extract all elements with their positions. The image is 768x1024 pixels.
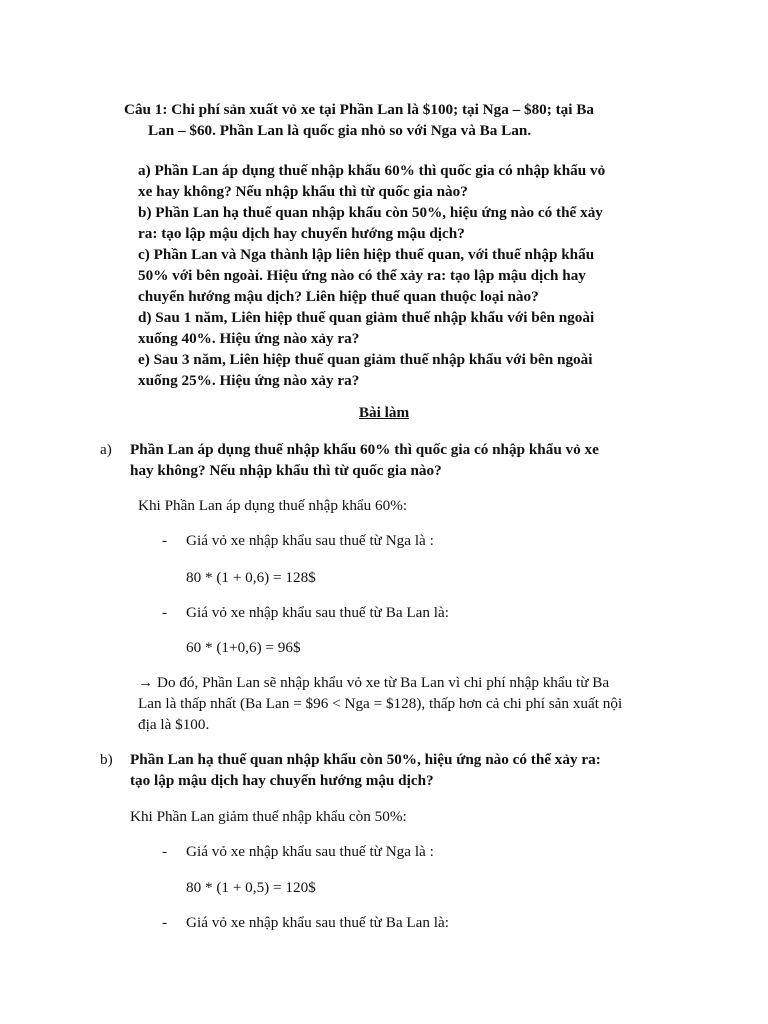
answer-a-calc-1: 80 * (1 + 0,6) = 128$: [186, 569, 316, 586]
subquestion-c-line-3: chuyển hướng mậu dịch? Liên hiệp thuế quan thuộc loại nào?: [138, 288, 539, 305]
answer-b-dash-2: -: [162, 914, 168, 931]
subquestion-d-line-2: xuống 40%. Hiệu ứng nào xảy ra?: [138, 330, 360, 347]
answer-a-intro: Khi Phần Lan áp dụng thuế nhập khẩu 60%:: [138, 497, 408, 514]
answer-b-intro: Khi Phần Lan giảm thuế nhập khẩu còn 50%:: [130, 808, 407, 825]
answer-a-item-2: Giá vỏ xe nhập khẩu sau thuế từ Ba Lan là:: [186, 604, 449, 621]
answer-b-calc-1: 80 * (1 + 0,5) = 120$: [186, 879, 316, 896]
answer-a-conclusion-line-2: Lan là thấp nhất (Ba Lan = $96 < Nga = $128), thấp hơn cả chi phí sản xuất nội: [138, 695, 623, 712]
subquestion-a-line-1: a) Phần Lan áp dụng thuế nhập khẩu 60% thì quốc gia có nhập khẩu vỏ: [138, 162, 606, 179]
answer-a-conclusion-line-3: địa là $100.: [138, 716, 210, 733]
answer-a-title-line-2: hay không? Nếu nhập khẩu thì từ quốc gia nào?: [130, 462, 442, 479]
question-line-2: Lan – $60. Phần Lan là quốc gia nhỏ so với Nga và Ba Lan.: [148, 122, 532, 139]
subquestion-d-line-1: d) Sau 1 năm, Liên hiệp thuế quan giảm thuế nhập khẩu với bên ngoài: [138, 309, 595, 326]
subquestion-c-line-1: c) Phần Lan và Nga thành lập liên hiệp thuế quan, với thuế nhập khẩu: [138, 246, 595, 263]
subquestion-list: [138, 160, 670, 391]
subquestion-e-line-1: e) Sau 3 năm, Liên hiệp thuế quan giảm thuế nhập khẩu với bên ngoài: [138, 351, 593, 368]
answer-a-marker: a): [100, 441, 112, 458]
answer-b-item-1: Giá vỏ xe nhập khẩu sau thuế từ Nga là :: [186, 843, 434, 860]
answer-b-marker: b): [100, 751, 113, 768]
answer-a-dash-1: -: [162, 532, 168, 549]
answer-a-conclusion: [138, 672, 678, 735]
subquestion-c-line-2: 50% với bên ngoài. Hiệu ứng nào có thể xảy ra: tạo lập mậu dịch hay: [138, 267, 586, 284]
subquestion-b-line-2: ra: tạo lập mậu dịch hay chuyển hướng mậu dịch?: [138, 225, 465, 242]
answer-b-item-2: Giá vỏ xe nhập khẩu sau thuế từ Ba Lan là:: [186, 914, 449, 931]
subquestion-e-line-2: xuống 25%. Hiệu ứng nào xảy ra?: [138, 372, 360, 389]
answer-a-conclusion-line-1: → Do đó, Phần Lan sẽ nhập khẩu vỏ xe từ Ba Lan vì chi phí nhập khẩu từ Ba: [138, 674, 610, 691]
answer-heading: Bài làm: [358, 404, 410, 421]
answer-a-item-1: Giá vỏ xe nhập khẩu sau thuế từ Nga là :: [186, 532, 434, 549]
subquestion-b-line-1: b) Phần Lan hạ thuế quan nhập khẩu còn 50%, hiệu ứng nào có thể xảy: [138, 204, 603, 221]
answer-b-title-line-1: Phần Lan hạ thuế quan nhập khẩu còn 50%, hiệu ứng nào có thể xảy ra:: [130, 751, 601, 768]
answer-a-title-line-1: Phần Lan áp dụng thuế nhập khẩu 60% thì quốc gia có nhập khẩu vỏ xe: [130, 441, 599, 458]
answer-b-title-line-2: tạo lập mậu dịch hay chuyển hướng mậu dịch?: [130, 772, 434, 789]
question-line-1: Câu 1: Chi phí sản xuất vỏ xe tại Phần Lan là $100; tại Nga – $80; tại Ba: [124, 101, 595, 118]
answer-a-title: [130, 439, 675, 481]
answer-b-dash-1: -: [162, 843, 168, 860]
answer-b-title: [130, 749, 675, 791]
answer-a-dash-2: -: [162, 604, 168, 621]
subquestion-a-line-2: xe hay không? Nếu nhập khẩu thì từ quốc gia nào?: [138, 183, 468, 200]
answer-a-calc-2: 60 * (1+0,6) = 96$: [186, 639, 301, 656]
question-statement: [124, 99, 674, 141]
